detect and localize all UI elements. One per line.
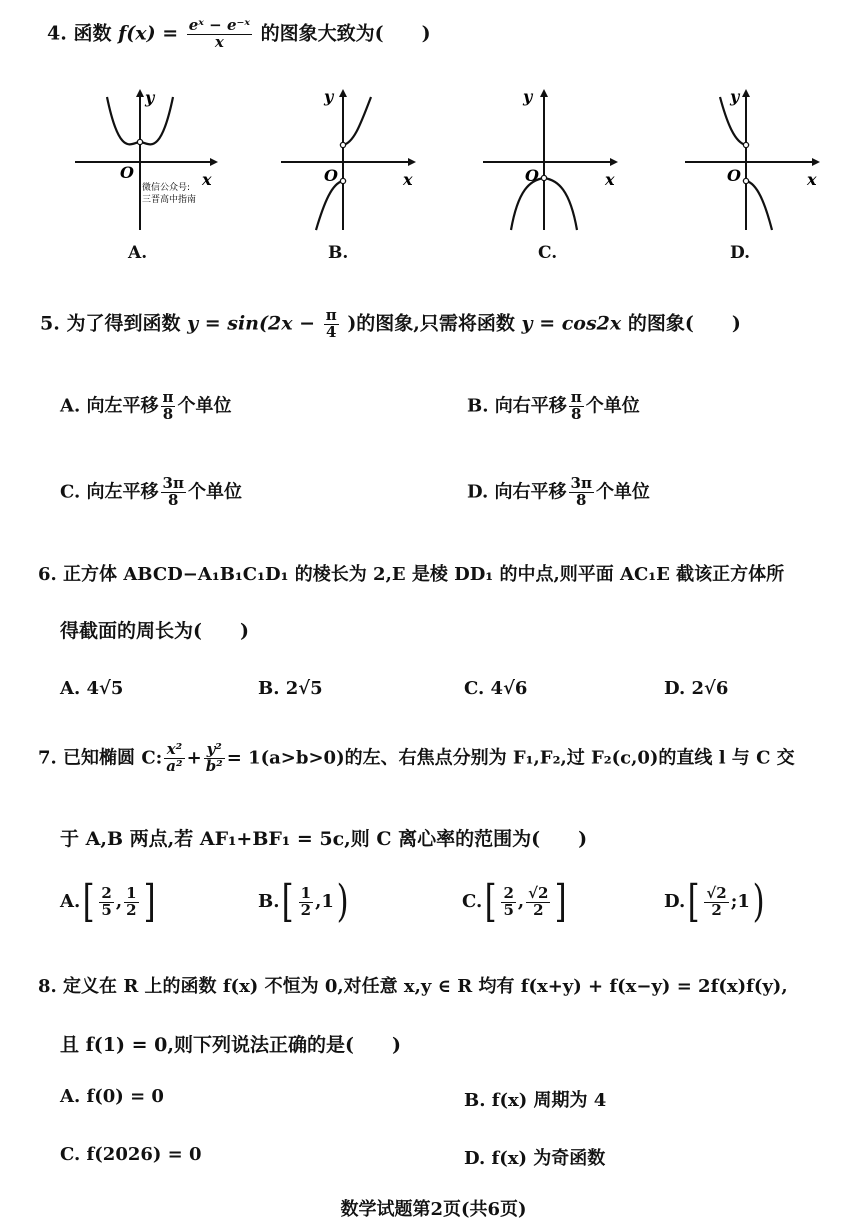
graph-d-curve-right xyxy=(746,181,772,230)
graph-c-label: C. xyxy=(538,243,558,263)
q5-option-a-frac: $\frac{\pi}{8}$ xyxy=(162,388,174,423)
q6-option-c: C. 4√6 xyxy=(464,678,528,699)
graph-b-y-label: y xyxy=(324,87,334,106)
q5-option-b-unit: 个单位 xyxy=(585,395,640,417)
q7-option-d: D.[ $\frac{√2}{2}$ ;1) xyxy=(664,876,765,927)
q4-stem xyxy=(47,18,431,51)
graph-d-y-label: y xyxy=(730,87,740,106)
graph-c-hole xyxy=(541,175,546,180)
q7-option-d-label: D. xyxy=(664,891,686,912)
q7-option-b-label: B. xyxy=(258,891,280,912)
q8-option-a: A. f(0) = 0 xyxy=(60,1086,164,1107)
q5-option-c-text: C. 向左平移 xyxy=(60,481,159,503)
q4-numerator: eˣ − e⁻ˣ xyxy=(188,16,251,34)
graph-a xyxy=(70,85,230,235)
q5-option-a-unit: 个单位 xyxy=(177,395,232,417)
q5-option-b-text: B. 向右平移 xyxy=(467,395,567,417)
q5-stem-c: )的图象,只需将函数 xyxy=(347,312,515,335)
q5-option-c-unit: 个单位 xyxy=(187,481,242,503)
q5-stem-e: 的图象( ) xyxy=(627,312,741,335)
q6-stem-line2: 得截面的周长为( ) xyxy=(60,620,249,642)
graph-b-curve-right xyxy=(343,97,371,145)
q7-stem-a: 7. 已知椭圆 C: xyxy=(38,747,163,769)
graph-d-hole-upper xyxy=(743,142,748,147)
q6-stem-line1: 6. 正方体 ABCD−A₁B₁C₁D₁ 的棱长为 2,E 是棱 DD₁ 的中点,则平面 AC₁E 截该正方体所 xyxy=(38,564,785,585)
graph-a-y-label: y xyxy=(145,88,155,107)
q5-option-d-unit: 个单位 xyxy=(595,481,650,503)
graph-b-origin: O xyxy=(324,166,338,185)
q6-option-a: A. 4√5 xyxy=(60,678,124,699)
q5-option-a xyxy=(60,390,231,423)
q7-stem-line1 xyxy=(38,742,795,775)
graph-b-curve-left xyxy=(316,181,343,230)
q8-stem-line1: 8. 定义在 R 上的函数 f(x) 不恒为 0,对任意 x,y ∈ R 均有 f(x+y) + f(x−y) = 2f(x)f(y), xyxy=(38,976,788,997)
graph-a-label: A. xyxy=(128,243,148,263)
graph-b xyxy=(276,85,436,235)
graph-c-y-label: y xyxy=(523,87,533,106)
q8-option-c: C. f(2026) = 0 xyxy=(60,1144,202,1165)
q5-option-b xyxy=(467,390,640,423)
graph-d-hole-lower xyxy=(743,178,748,183)
q4-denominator: x xyxy=(214,32,224,51)
graph-b-hole-lower xyxy=(340,178,345,183)
q7-stem-b: = 1(a>b>0)的左、右焦点分别为 F₁,F₂,过 F₂(c,0)的直线 l 与 C 交 xyxy=(226,747,795,769)
graph-b-x-label: x xyxy=(403,170,413,189)
graph-b-hole-upper xyxy=(340,142,345,147)
graph-d-x-label: x xyxy=(807,170,817,189)
q7-stem-line2: 于 A,B 两点,若 AF₁+BF₁ = 5c,则 C 离心率的范围为( ) xyxy=(60,828,588,850)
q7-plus: + xyxy=(186,747,202,769)
q8-option-d: D. f(x) 为奇函数 xyxy=(464,1148,606,1169)
graph-a-x-label: x xyxy=(202,170,212,189)
graph-b-label: B. xyxy=(328,243,349,263)
q5-option-d-frac: $\frac{3\pi}{8}$ xyxy=(570,474,592,509)
q8-stem-line2: 且 f(1) = 0,则下列说法正确的是( ) xyxy=(60,1034,401,1056)
graph-d xyxy=(680,85,840,235)
q4-func: f(x) = xyxy=(118,22,179,45)
graph-a-hole xyxy=(137,139,142,144)
q7-y-frac: $\frac{\text{y²}}{\text{b²}}$ xyxy=(205,740,223,775)
q5-pi-over-4 xyxy=(324,308,339,341)
q7-option-b: B.[ $\frac{1}{2}$ ,1) xyxy=(258,876,349,927)
graph-d-label: D. xyxy=(730,243,751,263)
q4-number: 4. xyxy=(47,22,67,45)
graph-c-origin: O xyxy=(525,166,539,185)
q5-pi: π xyxy=(325,306,337,324)
graph-d-origin: O xyxy=(727,166,741,185)
q4-fraction xyxy=(187,18,252,51)
q5-option-d-text: D. 向右平移 xyxy=(467,481,567,503)
q5-option-b-frac: $\frac{\pi}{8}$ xyxy=(570,388,582,423)
q7-option-a-label: A. xyxy=(60,891,81,912)
q4-tail: 的图象大致为( ) xyxy=(260,22,431,45)
q8-option-b: B. f(x) 周期为 4 xyxy=(464,1090,607,1111)
q7-x-frac: $\frac{\text{x²}}{\text{a²}}$ xyxy=(166,740,183,775)
graph-a-origin: O xyxy=(120,163,134,182)
watermark-line2: 三晋高中指南 xyxy=(142,195,197,205)
q6-option-b: B. 2√5 xyxy=(258,678,323,699)
q4-lead: 函数 xyxy=(73,22,112,45)
q5-option-c xyxy=(60,476,242,509)
q7-option-c-label: C. xyxy=(462,891,483,912)
q5-option-a-text: A. 向左平移 xyxy=(60,395,159,417)
watermark-line1: 微信公众号: xyxy=(142,183,191,193)
q7-option-c: C.[ $\frac{2}{5}$ , $\frac{√2}{2}$ ] xyxy=(462,876,568,927)
q7-option-a: A.[ $\frac{2}{5}$ , $\frac{1}{2}$ ] xyxy=(60,876,156,927)
page-footer: 数学试题第2页(共6页) xyxy=(340,1199,527,1220)
q6-option-d: D. 2√6 xyxy=(664,678,729,699)
q5-stem-d: y = cos2x xyxy=(521,312,622,335)
q5-stem-a: 5. 为了得到函数 xyxy=(40,312,181,335)
graph-c-x-label: x xyxy=(605,170,615,189)
graph-c xyxy=(478,85,638,235)
q5-stem-b: y = sin(2x − xyxy=(187,312,316,335)
q5-option-c-frac: $\frac{3\pi}{8}$ xyxy=(162,474,184,509)
q5-stem xyxy=(40,308,741,341)
q5-four: 4 xyxy=(325,322,337,341)
q5-option-d xyxy=(467,476,650,509)
